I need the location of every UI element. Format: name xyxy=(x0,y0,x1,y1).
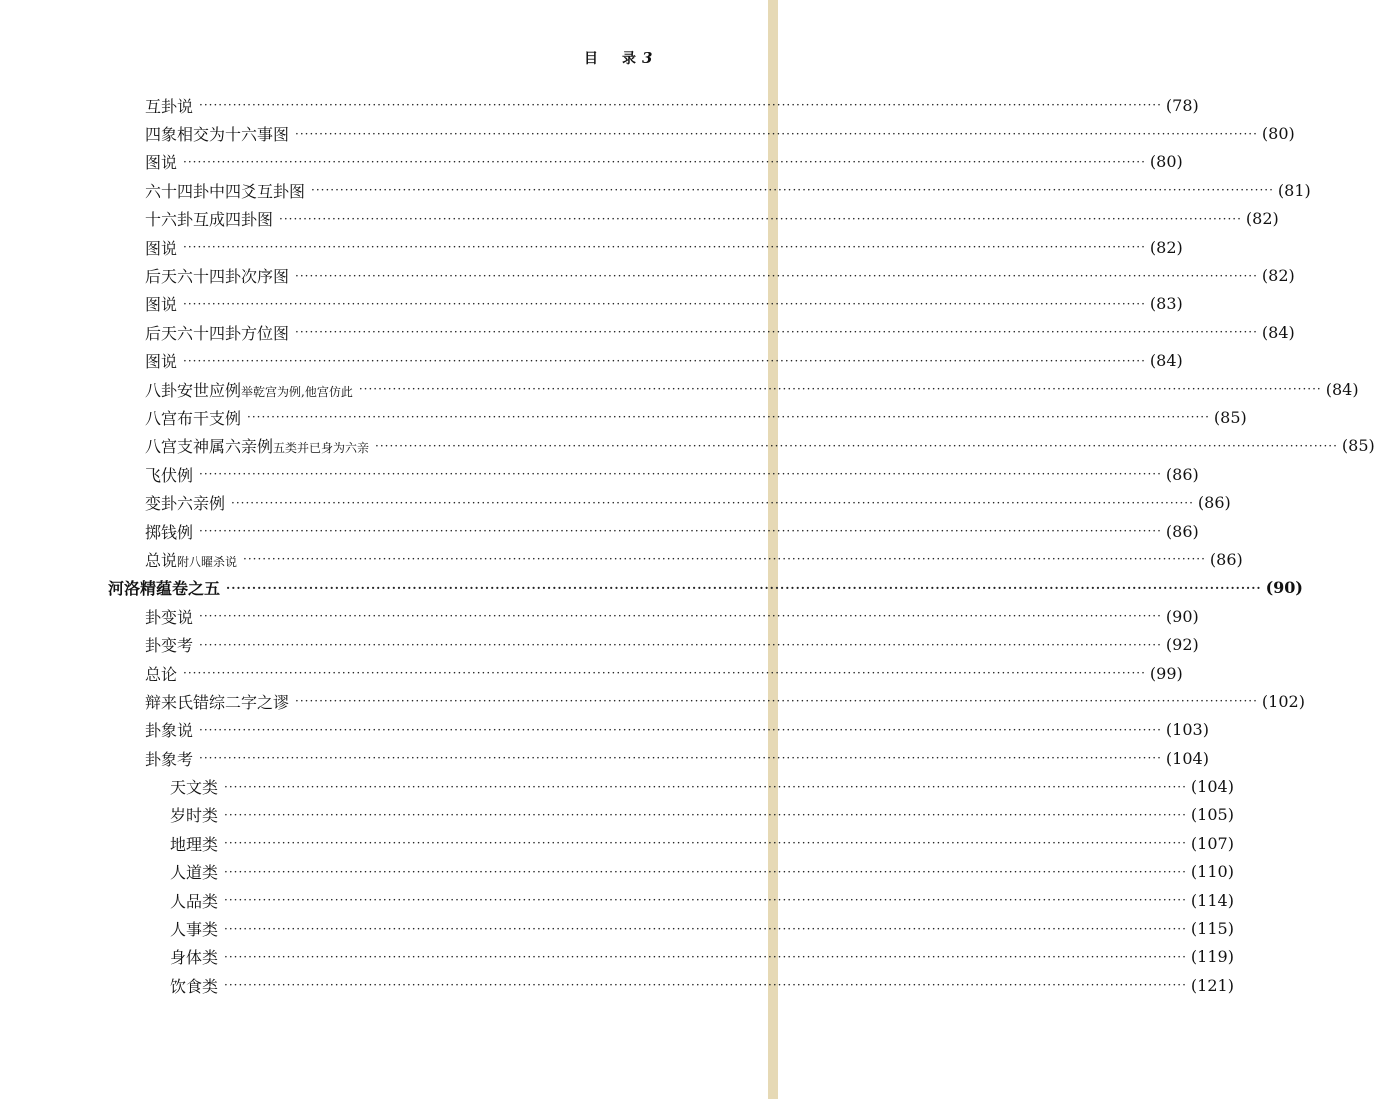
toc-entry-title-text: 八宫布干支例 xyxy=(145,408,242,428)
toc-leader-dots: ········································································································································································································ xyxy=(295,126,1258,141)
toc-entry-title xyxy=(145,605,193,628)
toc-entry xyxy=(0,119,1295,147)
toc-entry xyxy=(0,914,1234,942)
toc-leader-dots: ········································································································································································································ xyxy=(295,268,1258,283)
toc-entry-title-text: 八卦安世应例 xyxy=(145,380,242,400)
toc-entry-page: (119) xyxy=(1190,947,1234,967)
toc-entry-title xyxy=(170,945,218,968)
toc-entry-title xyxy=(145,662,177,685)
toc-entry xyxy=(0,659,1183,687)
toc-entry-page: (85) xyxy=(1341,436,1375,456)
toc-leader-dots: ········································································································································································································ xyxy=(199,722,1162,737)
toc-entry-page: (92) xyxy=(1165,635,1199,655)
toc-leader-dots: ········································································································································································································ xyxy=(199,524,1162,539)
toc-entry-page: (86) xyxy=(1197,493,1231,513)
toc-entry-title-text: 卦象考 xyxy=(145,749,194,769)
toc-leader-dots: ········································································································································································································ xyxy=(224,836,1187,851)
toc-leader-dots: ········································································································································································································ xyxy=(295,694,1258,709)
toc-leader-dots: ········································································································································································································ xyxy=(183,240,1146,255)
toc-entry-title-text: 后天六十四卦方位图 xyxy=(145,323,290,343)
toc-entry-title xyxy=(145,548,237,571)
toc-entry-title xyxy=(145,463,193,486)
toc-entry-title xyxy=(145,718,193,741)
toc-entry-title xyxy=(170,803,218,826)
toc-entry-title-text: 图说 xyxy=(145,153,178,173)
toc-entry-page: (78) xyxy=(1165,95,1199,115)
toc-entry-page: (104) xyxy=(1190,777,1234,797)
toc-entry-title-text: 人事类 xyxy=(170,920,219,940)
toc-entry-title xyxy=(145,150,177,173)
toc-leader-dots: ········································································································································································································ xyxy=(231,495,1194,510)
toc-entry-page: (84) xyxy=(1325,379,1359,399)
toc-entry xyxy=(0,602,1199,630)
toc-entry-title-text: 掷钱例 xyxy=(145,522,194,542)
toc-entry-note: 附八曜杀说 xyxy=(177,554,238,569)
toc-entry-page: (86) xyxy=(1209,549,1243,569)
toc-leader-dots: ········································································································································································································ xyxy=(183,154,1146,169)
toc-entry-title-text: 图说 xyxy=(145,295,178,315)
toc-entry-title-text: 六十四卦中四爻互卦图 xyxy=(145,181,306,201)
toc-entry xyxy=(0,943,1234,971)
toc-entry-title-text: 后天六十四卦次序图 xyxy=(145,267,290,287)
toc-entry-page: (83) xyxy=(1149,294,1183,314)
toc-entry-title xyxy=(145,690,289,713)
toc-entry-title-text: 卦象说 xyxy=(145,721,194,741)
toc-entry xyxy=(0,545,1243,573)
toc-entry xyxy=(0,517,1199,545)
toc-entry-page: (90) xyxy=(1165,606,1199,626)
toc-entry-title-text: 八宫支神属六亲例 xyxy=(145,437,274,457)
toc-entry-title xyxy=(108,576,220,599)
toc-entry-title-text: 变卦六亲例 xyxy=(145,494,226,514)
toc-entry-page: (86) xyxy=(1165,521,1199,541)
toc-entry xyxy=(0,261,1295,289)
toc-entry-title-text: 图说 xyxy=(145,238,178,258)
toc-entry-page: (82) xyxy=(1245,209,1279,229)
toc-entry xyxy=(0,687,1305,715)
toc-entry-page: (80) xyxy=(1261,124,1295,144)
toc-entry-title-text: 飞伏例 xyxy=(145,465,194,485)
toc-entry xyxy=(0,772,1234,800)
toc-entry-page: (114) xyxy=(1190,890,1234,910)
toc-entry-title xyxy=(145,747,193,770)
toc-entry-title xyxy=(145,207,273,230)
toc-leader-dots: ········································································································································································································ xyxy=(279,211,1242,226)
toc-entry-title-text: 四象相交为十六事图 xyxy=(145,125,290,145)
toc-entry xyxy=(0,971,1234,999)
toc-entry xyxy=(0,829,1234,857)
toc-entry-page: (90) xyxy=(1265,578,1303,598)
table-of-contents xyxy=(0,91,1375,1000)
toc-entry-title xyxy=(145,321,289,344)
toc-entry-title-text: 辩来氏错综二字之谬 xyxy=(145,692,290,712)
toc-entry-title-text: 图说 xyxy=(145,352,178,372)
toc-entry xyxy=(0,290,1183,318)
toc-entry-page: (86) xyxy=(1165,464,1199,484)
toc-entry-title xyxy=(145,236,177,259)
toc-entry xyxy=(0,176,1311,204)
header-section-2: 录 xyxy=(622,51,636,67)
toc-entry-title-text: 卦变考 xyxy=(145,636,194,656)
toc-leader-dots: ········································································································································································································ xyxy=(224,779,1187,794)
toc-entry-title xyxy=(170,917,218,940)
toc-entry xyxy=(0,233,1183,261)
toc-entry-page: (115) xyxy=(1190,919,1234,939)
toc-entry-page: (84) xyxy=(1261,322,1295,342)
toc-entry-page: (84) xyxy=(1149,351,1183,371)
toc-entry-title xyxy=(145,349,177,372)
toc-entry-title xyxy=(145,491,225,514)
toc-entry-page: (121) xyxy=(1190,975,1234,995)
toc-entry xyxy=(0,403,1247,431)
toc-leader-dots: ········································································································································································································ xyxy=(375,438,1338,453)
toc-entry xyxy=(0,744,1209,772)
toc-leader-dots: ········································································································································································································ xyxy=(224,949,1187,964)
toc-leader-dots: ········································································································································································································ xyxy=(224,864,1187,879)
toc-entry-page: (107) xyxy=(1190,833,1234,853)
toc-entry-page: (82) xyxy=(1149,237,1183,257)
toc-leader-dots: ········································································································································································································ xyxy=(311,183,1274,198)
toc-entry-title-text: 互卦说 xyxy=(145,96,194,116)
toc-leader-dots: ········································································································································································································ xyxy=(199,637,1162,652)
toc-entry-title-text: 身体类 xyxy=(170,948,219,968)
toc-entry-title xyxy=(145,264,289,287)
toc-leader-dots: ········································································································································································································ xyxy=(224,893,1187,908)
toc-entry-page: (80) xyxy=(1149,152,1183,172)
toc-entry xyxy=(0,91,1199,119)
toc-leader-dots: ········································································································································································································ xyxy=(243,552,1206,567)
toc-entry xyxy=(0,318,1295,346)
toc-leader-dots: ········································································································································································································ xyxy=(224,978,1187,993)
toc-entry-title xyxy=(145,94,193,117)
toc-leader-dots: ········································································································································································································ xyxy=(183,296,1146,311)
toc-entry-title xyxy=(145,179,305,202)
toc-entry-title xyxy=(170,889,218,912)
toc-entry xyxy=(0,375,1359,403)
toc-leader-dots: ········································································································································································································ xyxy=(183,666,1146,680)
toc-entry-title-text: 饮食类 xyxy=(170,976,219,996)
toc-entry-title-text: 总论 xyxy=(145,664,178,684)
toc-entry-page: (102) xyxy=(1261,691,1305,711)
toc-leader-dots: ········································································································································································································ xyxy=(183,353,1146,368)
toc-entry xyxy=(0,716,1209,744)
toc-entry-page: (110) xyxy=(1190,862,1234,882)
toc-entry-title xyxy=(170,832,218,855)
toc-entry xyxy=(0,488,1231,516)
toc-entry xyxy=(0,630,1199,658)
toc-leader-dots: ········································································································································································································ xyxy=(358,382,1322,397)
header-section: 目 xyxy=(584,51,598,67)
toc-entry xyxy=(0,460,1199,488)
running-header xyxy=(584,48,652,68)
toc-entry xyxy=(0,148,1183,176)
toc-entry-note: 举乾宫为例,他宫仿此 xyxy=(241,384,353,399)
toc-entry-page: (81) xyxy=(1277,180,1311,200)
toc-entry-title xyxy=(145,633,193,656)
toc-entry-title-text: 岁时类 xyxy=(170,806,219,826)
toc-entry-title-text: 人道类 xyxy=(170,863,219,883)
toc-leader-dots: ········································································································································································································ xyxy=(224,921,1187,936)
toc-leader-dots: ········································································································································································································ xyxy=(226,580,1262,595)
toc-entry-page: (82) xyxy=(1261,266,1295,286)
toc-leader-dots: ········································································································································································································ xyxy=(199,98,1162,113)
toc-leader-dots: ········································································································································································································ xyxy=(199,609,1162,624)
toc-entry xyxy=(0,886,1234,914)
toc-leader-dots: ········································································································································································································ xyxy=(199,751,1162,766)
toc-leader-dots: ········································································································································································································ xyxy=(295,325,1258,340)
toc-entry xyxy=(0,347,1183,375)
toc-entry-title-text: 地理类 xyxy=(170,834,219,854)
toc-entry-title-text: 河洛精蕴卷之五 xyxy=(108,579,221,599)
toc-entry-title xyxy=(170,860,218,883)
toc-leader-dots: ········································································································································································································ xyxy=(199,467,1162,482)
toc-entry-title-text: 总说 xyxy=(145,550,178,570)
toc-entry-title-text: 天文类 xyxy=(170,778,219,798)
toc-entry-note: 五类并已身为六亲 xyxy=(273,441,370,456)
toc-entry-page: (105) xyxy=(1190,805,1234,825)
header-page-number: 3 xyxy=(642,49,653,67)
toc-entry-title xyxy=(145,520,193,543)
toc-entry-title xyxy=(145,292,177,315)
toc-entry-title xyxy=(145,434,369,457)
toc-entry-page: (103) xyxy=(1165,720,1209,740)
toc-entry-title xyxy=(170,974,218,997)
toc-entry xyxy=(0,801,1234,829)
toc-entry xyxy=(0,858,1234,886)
toc-entry-title xyxy=(145,122,289,145)
toc-leader-dots: ········································································································································································································ xyxy=(224,807,1187,822)
toc-leader-dots: ········································································································································································································ xyxy=(247,410,1210,425)
toc-entry-title xyxy=(170,775,218,798)
toc-entry-page: (99) xyxy=(1149,663,1183,683)
toc-entry-title-text: 卦变说 xyxy=(145,607,194,627)
toc-entry xyxy=(0,574,1303,602)
toc-entry-page: (85) xyxy=(1213,407,1247,427)
toc-entry-title-text: 十六卦互成四卦图 xyxy=(145,210,274,230)
toc-entry xyxy=(0,205,1279,233)
toc-entry xyxy=(0,432,1375,460)
toc-entry-page: (104) xyxy=(1165,748,1209,768)
toc-entry-title xyxy=(145,378,353,401)
toc-entry-title-text: 人品类 xyxy=(170,891,219,911)
toc-entry-title xyxy=(145,406,241,429)
